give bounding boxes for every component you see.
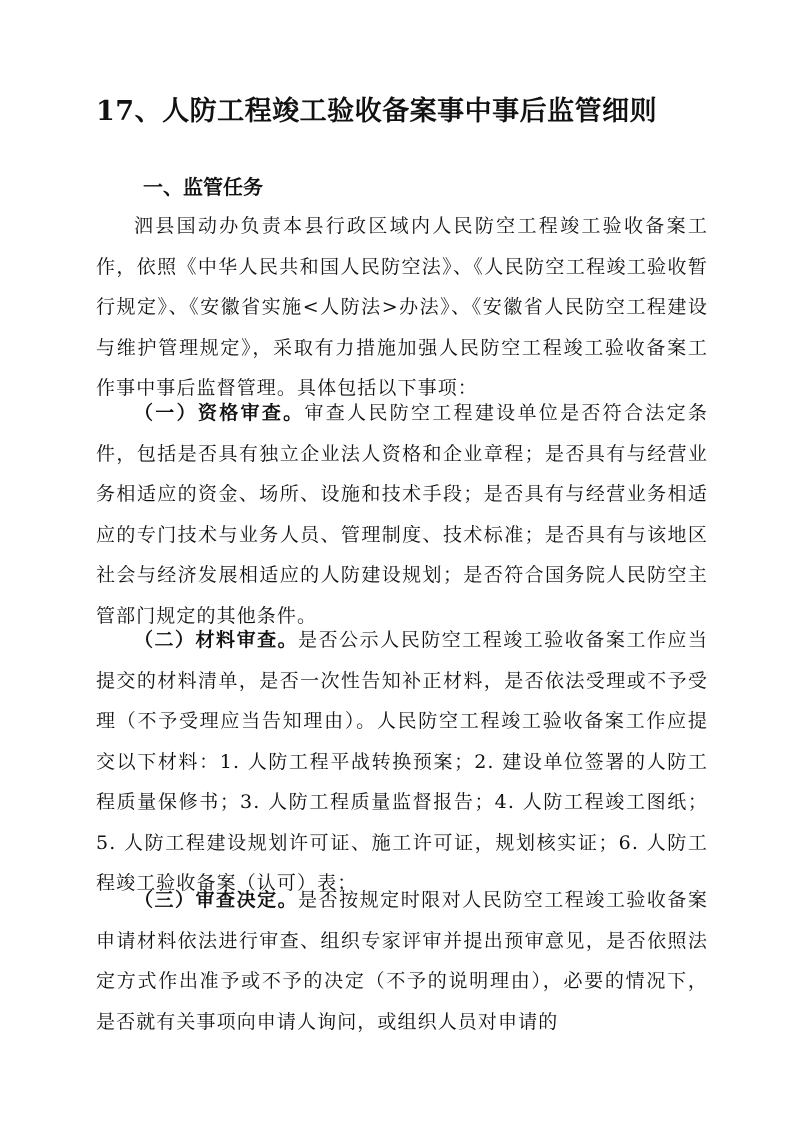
section-heading-supervision-tasks: 一、监管任务 <box>143 175 263 199</box>
paragraph-lead: （二）材料审查。 <box>134 629 299 651</box>
intro-paragraph: 泗县国动办负责本县行政区域内人民防空工程竣工验收备案工作，依照《中华人民共和国人民防空法》、《人民防空工程竣工验收暂行规定》、《安徽省实施<人防法>办法》、《安徽省人民防空工程建设与维护管理规定》，采取有力措施加强人民防空工程竣工验收备案工作事中事后监督管理。具体包括以下事项： <box>96 215 708 399</box>
paragraph-lead: （三）审查决定。 <box>134 889 299 911</box>
paragraph-qualification-review <box>96 393 708 636</box>
paragraph-lead: （一）资格审查。 <box>134 402 305 424</box>
document-title: 17、人防工程竣工验收备案事中事后监管细则 <box>96 96 658 127</box>
paragraph-text: 是否公示人民防空工程竣工验收备案工作应当提交的材料清单，是否一次性告知补正材料，是否依法受理或不予受理（不予受理应当告知理由）。人民防空工程竣工验收备案工作应提交以下材料：1. 人防工程平战转换预案；2. 建设单位签署的人防工程质量保修书；3. 人防工程质量监督报告；4. 人防工程竣工图纸；5. 人防工程建设规划许可证、施工许可证，规划核实证；6. 人防工程竣工验收备案（认可）表； <box>96 629 708 894</box>
paragraph-review-decision <box>96 880 708 1042</box>
paragraph-text: 审查人民防空工程建设单位是否符合法定条件，包括是否具有独立企业法人资格和企业章程；是否具有与经营业务相适应的资金、场所、设施和技术手段；是否具有与经营业务相适应的专门技术与业务人员、管理制度、技术标准；是否具有与该地区社会与经济发展相适应的人防建设规划；是否符合国务院人民防空主管部门规定的其他条件。 <box>96 402 708 627</box>
paragraph-text: 是否按规定时限对人民防空工程竣工验收备案申请材料依法进行审查、组织专家评审并提出预审意见，是否依照法定方式作出准予或不予的决定（不予的说明理由），必要的情况下，是否就有关事项向申请人询问，或组织人员对申请的 <box>96 889 708 1033</box>
paragraph-material-review <box>96 620 708 904</box>
